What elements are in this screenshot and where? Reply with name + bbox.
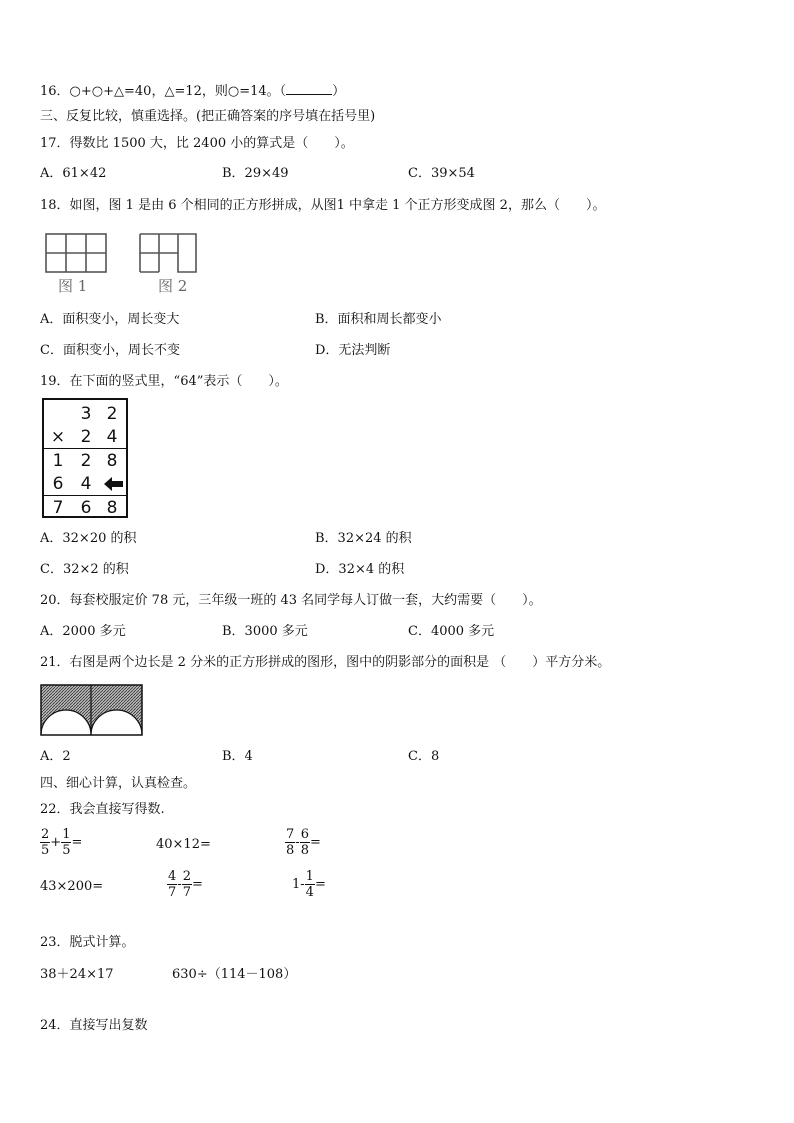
vertical-multiplication: [42, 398, 128, 518]
section-3-title: 三、反复比较，慎重选择。(把正确答案的序号填在括号里): [40, 109, 376, 124]
fraction: [305, 869, 315, 900]
question-16: [40, 82, 345, 100]
question-18-stem: 18．如图，图 1 是由 6 个相同的正方形拼成，从图1 中拿走 1 个正方形变成图 2，那么（ ）。: [40, 198, 606, 213]
expression-5: [167, 869, 203, 900]
question-16-close: ）: [332, 84, 346, 99]
equals-sign: =: [191, 877, 203, 892]
digit: 6: [52, 474, 64, 494]
fraction: [61, 827, 71, 858]
question-22-stem: 22．我会直接写得数.: [40, 802, 165, 817]
denominator: 4: [305, 885, 314, 900]
numerator: 2: [182, 869, 191, 884]
figure-1-label: 图 1: [58, 277, 88, 295]
numerator: 6: [300, 827, 309, 842]
q20-option-b[interactable]: B．3000 多元: [222, 624, 308, 639]
question-16-text: 16．○+○+△=40，△=12，则○=14。（: [40, 84, 287, 99]
digit: 4: [106, 427, 118, 447]
operator: +: [50, 835, 62, 850]
question-17-stem: 17．得数比 1500 大，比 2400 小的算式是（ ）。: [40, 136, 354, 151]
denominator: 5: [41, 843, 50, 858]
q18-option-a[interactable]: A．面积变小，周长变大: [40, 312, 180, 327]
mult-row-3: [44, 449, 126, 472]
digit: 8: [106, 451, 118, 471]
fraction: [167, 869, 177, 900]
expression-prefix: 1-: [292, 877, 305, 892]
numerator: 1: [305, 869, 314, 884]
figure-1-grid: [46, 234, 106, 272]
q19-option-a[interactable]: A．32×20 的积: [40, 531, 137, 546]
numerator: 4: [168, 869, 177, 884]
expression-6: [292, 869, 326, 900]
section-4-title: 四、细心计算，认真检查。: [40, 776, 197, 791]
digit: 4: [80, 474, 92, 494]
digit: 2: [106, 404, 118, 424]
q17-option-c[interactable]: C．39×54: [408, 166, 475, 181]
digit: 2: [80, 427, 92, 447]
equals-sign: =: [314, 877, 326, 892]
q18-option-d[interactable]: D．无法判断: [315, 343, 391, 358]
operator: -: [295, 835, 300, 850]
digit: 1: [52, 451, 64, 471]
denominator: 8: [300, 843, 309, 858]
digit: 6: [80, 498, 92, 518]
times-sign: ×: [50, 427, 66, 447]
question-19-stem: 19．在下面的竖式里，“64”表示（ ）。: [40, 374, 288, 389]
q17-option-a[interactable]: A．61×42: [40, 166, 107, 181]
q19-option-d[interactable]: D．32×4 的积: [315, 562, 405, 577]
calc-expression-2: 630÷（114－108）: [172, 967, 297, 982]
equals-sign: =: [309, 835, 321, 850]
operator: -: [177, 877, 182, 892]
digit: 2: [80, 451, 92, 471]
answer-blank[interactable]: [286, 82, 332, 95]
expression-3: [285, 827, 321, 858]
equals-sign: =: [71, 835, 83, 850]
q19-option-b[interactable]: B．32×24 的积: [315, 531, 412, 546]
denominator: 8: [286, 843, 295, 858]
digit: 8: [106, 498, 118, 518]
numerator: 2: [41, 827, 50, 842]
denominator: 7: [182, 885, 191, 900]
calc-expression-1: 38＋24×17: [40, 967, 114, 982]
denominator: 5: [62, 843, 71, 858]
q18-option-c[interactable]: C．面积变小，周长不变: [40, 343, 180, 358]
figure-2-grid: [140, 234, 196, 272]
q21-option-b[interactable]: B．4: [222, 749, 253, 764]
fraction: [300, 827, 310, 858]
fraction: [285, 827, 295, 858]
denominator: 7: [168, 885, 177, 900]
left-arrow-icon: [104, 477, 124, 491]
q19-option-c[interactable]: C．32×2 的积: [40, 562, 129, 577]
question-23-stem: 23．脱式计算。: [40, 935, 135, 950]
mult-row-5: [44, 496, 126, 519]
fraction: [40, 827, 50, 858]
expression-1: [40, 827, 82, 858]
figure-2-label: 图 2: [158, 277, 188, 295]
q20-option-a[interactable]: A．2000 多元: [40, 624, 126, 639]
numerator: 7: [286, 827, 295, 842]
mult-row-4: [44, 472, 126, 495]
fraction: [182, 869, 192, 900]
question-20-stem: 20．每套校服定价 78 元，三年级一班的 43 名同学每人订做一套，大约需要（ ）。: [40, 593, 542, 608]
numerator: 1: [62, 827, 71, 842]
mult-row-2: [44, 425, 126, 448]
mult-row-1: [44, 402, 126, 425]
q21-option-c[interactable]: C．8: [408, 749, 440, 764]
digit: 3: [80, 404, 92, 424]
q18-option-b[interactable]: B．面积和周长都变小: [315, 312, 442, 327]
digit: 7: [52, 498, 64, 518]
question-21-stem: 21．右图是两个边长是 2 分米的正方形拼成的图形，图中的阴影部分的面积是 （ ）平方分米。: [40, 655, 611, 670]
shaded-squares-figure: [40, 684, 144, 736]
expression-4: 43×200=: [40, 879, 104, 894]
question-24-stem: 24．直接写出复数: [40, 1018, 148, 1033]
q20-option-c[interactable]: C．4000 多元: [408, 624, 495, 639]
q17-option-b[interactable]: B．29×49: [222, 166, 289, 181]
q21-option-a[interactable]: A．2: [40, 749, 71, 764]
expression-2: 40×12=: [156, 837, 211, 852]
